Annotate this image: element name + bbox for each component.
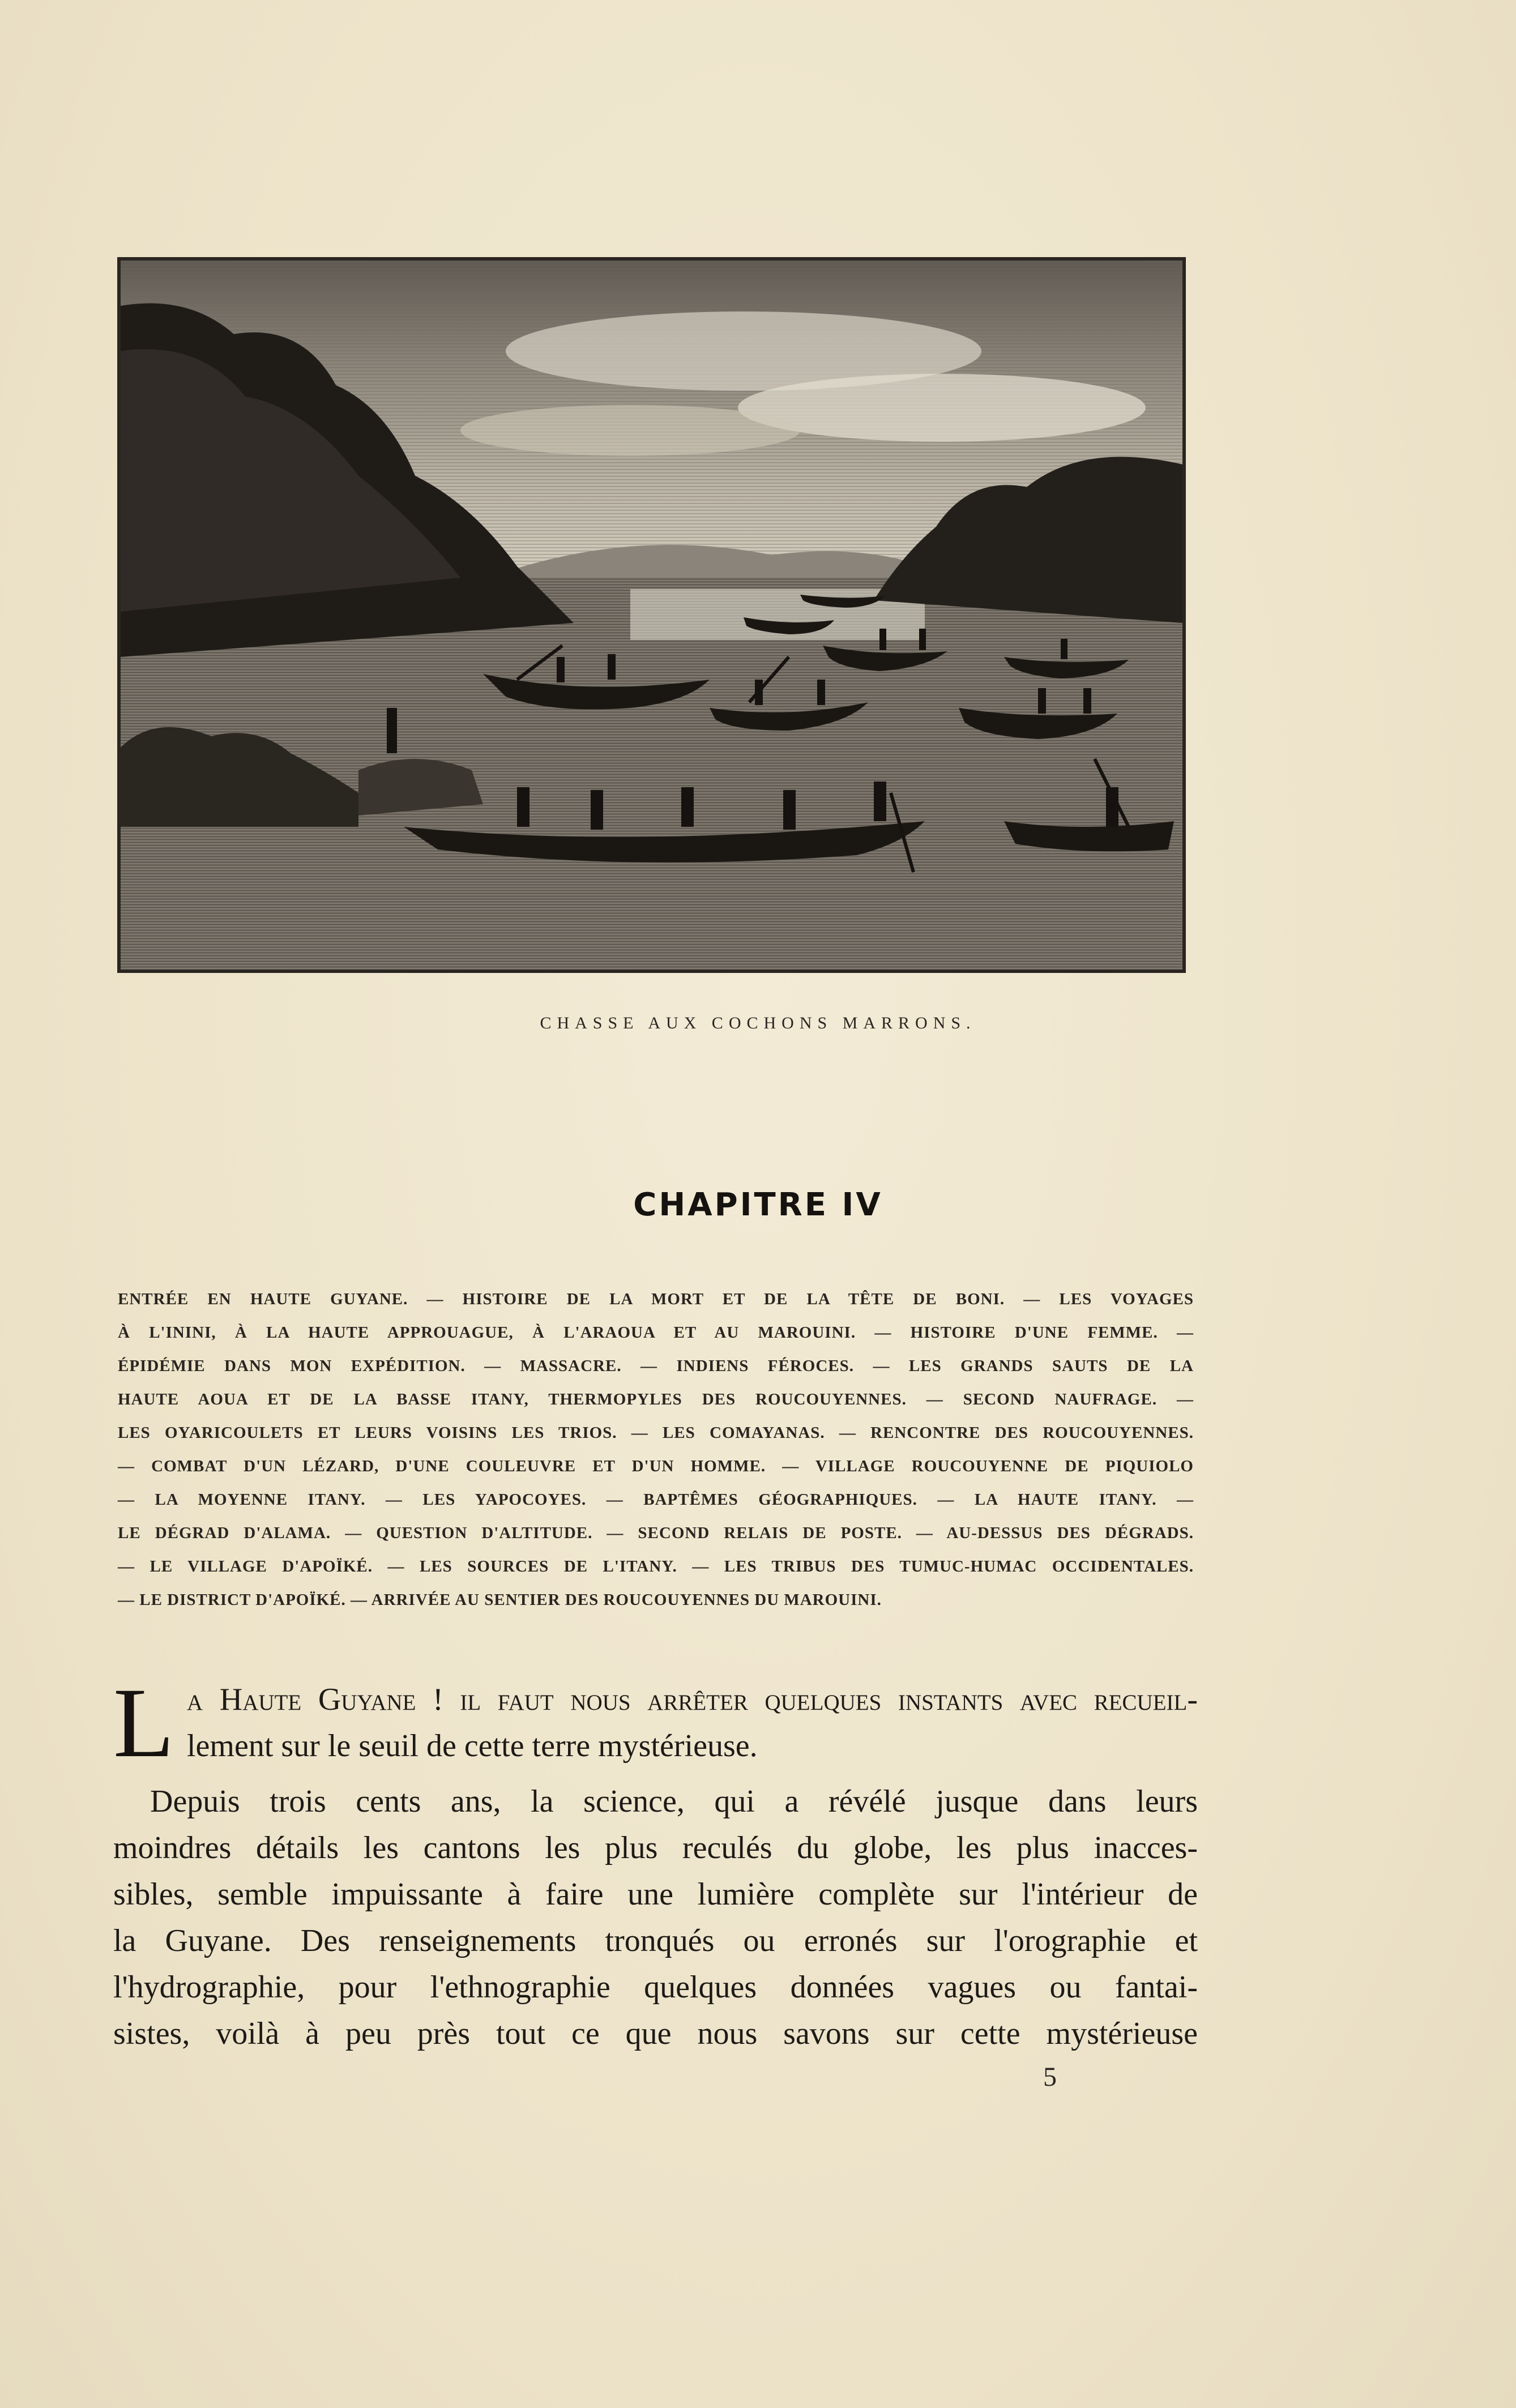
summary-line: — LE VILLAGE D'APOÏKÉ. — LES SOURCES DE L'ITANY. — LES TRIBUS DES TUMUC-HUMAC OCCIDENTALES. — [118, 1557, 1194, 1576]
illustration-caption: CHASSE AUX COCHONS MARRONS. — [540, 1014, 976, 1032]
chapter-title: CHAPITRE IV — [633, 1186, 883, 1223]
body-text-line — [187, 1676, 1198, 1723]
summary-line: ENTRÉE EN HAUTE GUYANE. — HISTOIRE DE LA MORT ET DE LA TÊTE DE BONI. — LES VOYAGES — [118, 1290, 1194, 1308]
second-line: lement sur le seuil de cette terre mystérieuse. — [187, 1728, 758, 1764]
body-line: l'hydrographie, pour l'ethnographie quelques données vagues ou fantai- — [113, 1970, 1198, 2005]
summary-line: LE DÉGRAD D'ALAMA. — QUESTION D'ALTITUDE. — SECOND RELAIS DE POSTE. — AU-DESSUS DES DÉGRADS. — [118, 1524, 1194, 1542]
body-line: moindres détails les cantons les plus reculés du globe, les plus inacces- — [113, 1830, 1198, 1865]
river-engraving-image — [121, 261, 1182, 970]
body-line: la Guyane. Des renseignements tronqués ou erronés sur l'orographie et — [113, 1923, 1198, 1958]
illustration — [117, 257, 1186, 973]
body-paragraph — [113, 1778, 1198, 2057]
body-line: sibles, semble impuissante à faire une lumière complète sur l'intérieur de — [113, 1877, 1198, 1912]
summary-line: À L'ININI, À LA HAUTE APPROUAGUE, À L'ARAOUA ET AU MAROUINI. — HISTOIRE D'UNE FEMME. — — [118, 1323, 1194, 1342]
summary-line: — LA MOYENNE ITANY. — LES YAPOCOYES. — BAPTÊMES GÉOGRAPHIQUES. — LA HAUTE ITANY. — — [118, 1491, 1194, 1509]
summary-line: — COMBAT D'UN LÉZARD, D'UNE COULEUVRE ET D'UN HOMME. — VILLAGE ROUCOUYENNE DE PIQUIOLO — [118, 1457, 1194, 1475]
summary-line: — LE DISTRICT D'APOÏKÉ. — ARRIVÉE AU SENTIER DES ROUCOUYENNES DU MAROUINI. — [118, 1591, 882, 1609]
first-line: a Haute Guyane ! il faut nous arrêter quelques instants avec recueil- — [187, 1682, 1198, 1717]
summary-line: ÉPIDÉMIE DANS MON EXPÉDITION. — MASSACRE. — INDIENS FÉROCES. — LES GRANDS SAUTS DE LA — [118, 1357, 1194, 1375]
body-line: sistes, voilà à peu près tout ce que nous savons sur cette mystérieuse — [113, 2016, 1198, 2051]
summary-line: LES OYARICOULETS ET LEURS VOISINS LES TRIOS. — LES COMAYANAS. — RENCONTRE DES ROUCOUYENNES. — [118, 1424, 1194, 1442]
drop-cap: L — [113, 1668, 174, 1778]
body-line: Depuis trois cents ans, la science, qui a révélé jusque dans leurs — [150, 1784, 1198, 1819]
chapter-summary — [118, 1283, 1194, 1617]
page-number: 5 — [1043, 2062, 1057, 2092]
summary-line: HAUTE AOUA ET DE LA BASSE ITANY, THERMOPYLES DES ROUCOUYENNES. — SECOND NAUFRAGE. — — [118, 1390, 1194, 1408]
body-text-line — [187, 1723, 1198, 1769]
